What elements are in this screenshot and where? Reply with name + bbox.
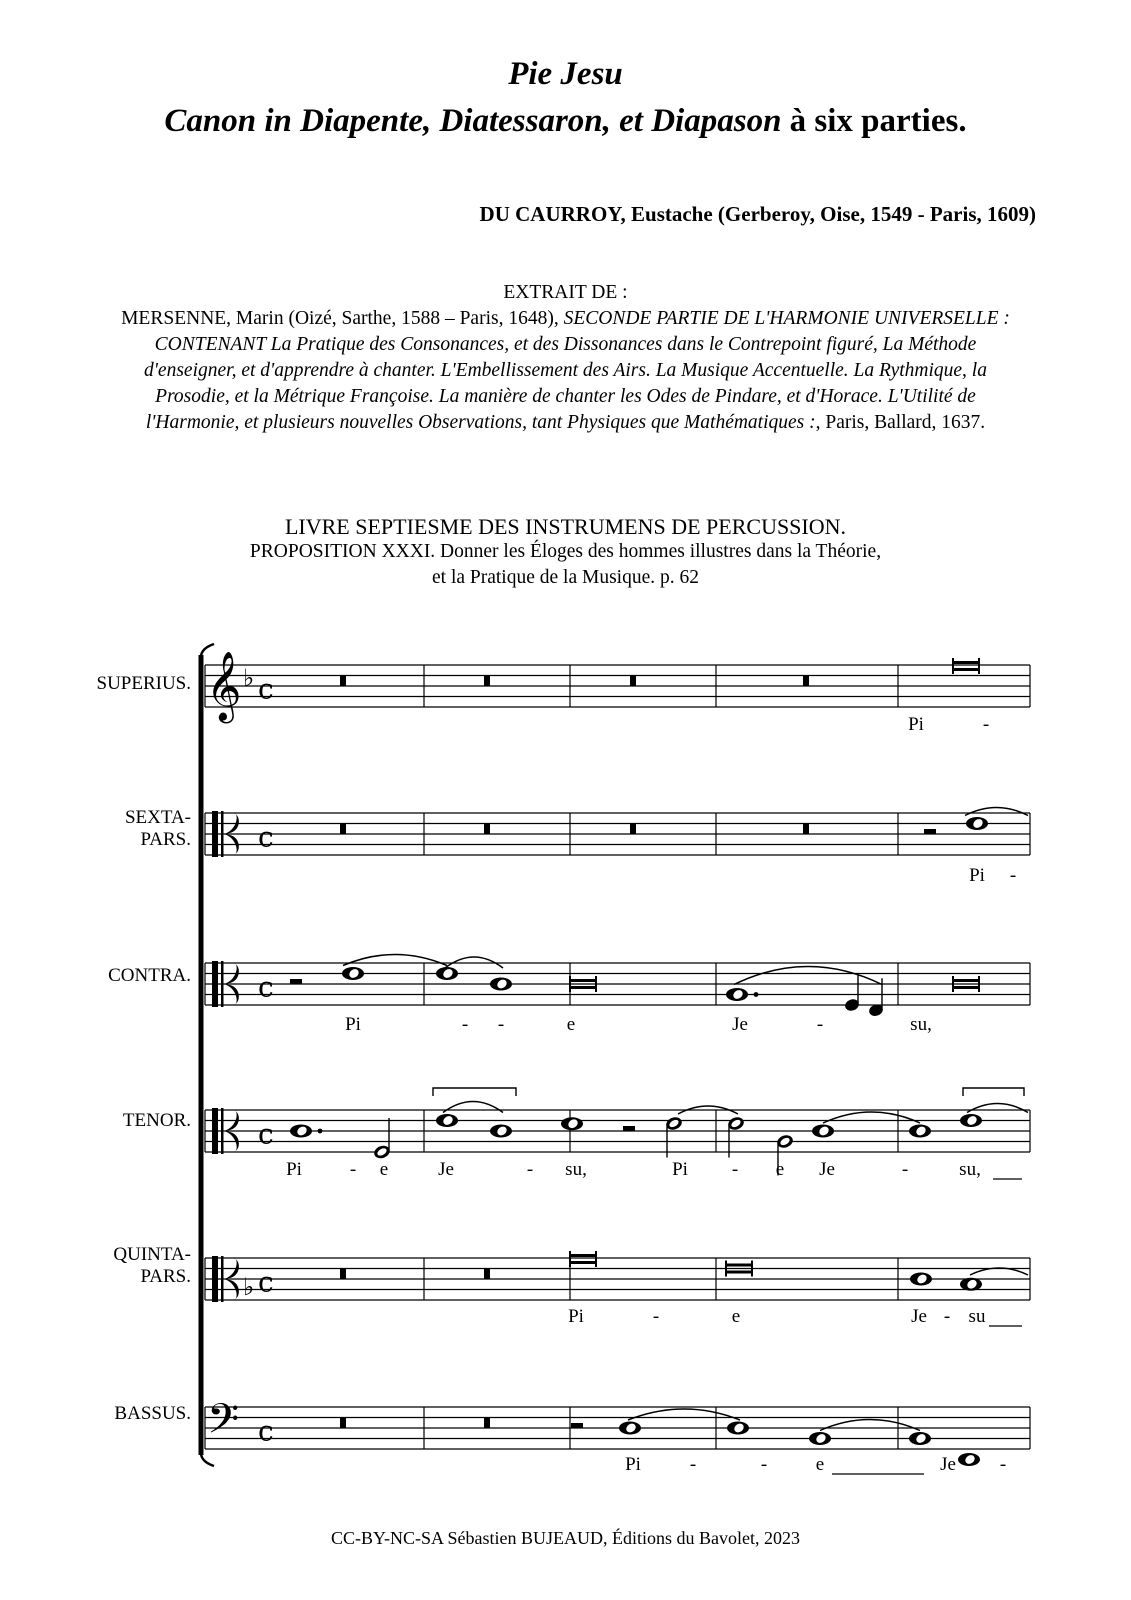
lyric-syllable: - — [999, 1454, 1007, 1475]
half-note — [664, 1115, 683, 1157]
rest-icon — [630, 676, 636, 687]
rest-icon — [484, 1269, 490, 1280]
footer-license: CC-BY-NC-SA Sébastien BUJEAUD, Éditions du Bavolet, 2023 — [330, 1528, 800, 1548]
source-work-title: SECONDE PARTIE DE L'HARMONIE UNIVERSELLE : CONTENANT La Pratique des Consonances, et des Dissonances dans le Contrepoint figuré, La Méthode d'enseigner, et d'apprendre à chanter. L'Embellissement des Airs. La Musique Accentuelle. La Rythmique, la Prosodie, et la Métrique Françoise. La manière de chanter les Odes de Pindare, et d'Horace. L'Utilité de l'Harmonie, et plusieurs nouvelles Observations, tant Physiques que Mathématiques : — [144, 308, 1010, 433]
source-imprint: , Paris, Ballard, 1637. — [815, 412, 986, 433]
bass-clef-icon: 𝄢 — [207, 1395, 240, 1453]
common-time-icon: c — [258, 1265, 274, 1299]
whole-note — [490, 978, 512, 991]
common-time-icon: c — [258, 1117, 274, 1151]
flat-icon: ♭ — [243, 664, 255, 692]
whole-note — [966, 817, 988, 830]
source-heading: EXTRAIT DE : — [503, 282, 628, 303]
lyric-syllable: Pi — [345, 1014, 361, 1035]
whole-note — [812, 1125, 834, 1138]
lyric-syllable: su, — [565, 1159, 587, 1180]
lyric-syllable: Je — [940, 1454, 956, 1475]
clefs — [206, 651, 274, 1453]
bracket-bottom-hook — [201, 1454, 214, 1466]
common-time-icon: c — [258, 1414, 274, 1448]
whole-note — [960, 1114, 982, 1127]
slur — [820, 1420, 920, 1431]
lyric-syllable: - — [349, 1159, 357, 1180]
ligature-bracket — [433, 1088, 516, 1096]
lyric-syllable: - — [461, 1014, 469, 1035]
lyric-syllable: - — [943, 1306, 951, 1327]
lyric-syllable: - — [901, 1159, 909, 1180]
livre-heading: LIVRE SEPTIESME DES INSTRUMENS DE PERCUSSION. — [284, 514, 847, 539]
lyric-syllable: e — [566, 1014, 576, 1035]
treble-clef-icon: 𝄞 — [206, 651, 242, 721]
breve-note — [953, 658, 979, 674]
lyric-syllable: e — [775, 1159, 785, 1180]
proposition-line-2: et la Pratique de la Musique. p. 62 — [432, 567, 699, 588]
lyric-syllable: - — [760, 1454, 768, 1475]
lyric-syllable: Pi — [672, 1159, 688, 1180]
voice-label-tenor: TENOR. — [122, 1110, 191, 1131]
quarter-note — [844, 973, 861, 1013]
slur — [443, 1102, 503, 1113]
lyrics — [286, 714, 1022, 1475]
lyric-syllable: - — [689, 1454, 697, 1475]
rest-icon — [630, 824, 636, 835]
lyric-syllable: e — [731, 1306, 741, 1327]
half-rest-icon — [623, 1126, 635, 1131]
rest-icon — [484, 1418, 490, 1429]
whole-note — [727, 1422, 749, 1435]
rest-icon — [484, 676, 490, 687]
whole-note — [958, 1453, 980, 1466]
whole-note — [809, 1432, 831, 1445]
rest-icon — [803, 824, 809, 835]
lyric-syllable: su — [968, 1306, 986, 1327]
rest-icon — [484, 824, 490, 835]
lyric-syllable: e — [815, 1454, 825, 1475]
slur — [734, 967, 882, 985]
lyric-syllable: su, — [959, 1159, 981, 1180]
rest-icon — [340, 1418, 346, 1429]
title-line-1: Pie Jesu — [508, 56, 623, 92]
voice-label-sextapars: SEXTA- PARS. — [124, 807, 191, 850]
voice-label-bassus: BASSUS. — [114, 1403, 191, 1424]
title-parts-text: à six parties. — [781, 103, 967, 139]
slur — [965, 808, 1028, 816]
slur — [823, 1112, 920, 1123]
rest-icon — [340, 676, 346, 687]
whole-note — [561, 1117, 583, 1130]
whole-note — [290, 1125, 312, 1138]
whole-note — [960, 1278, 982, 1291]
rest-icon — [340, 824, 346, 835]
lyric-syllable: Pi — [908, 714, 924, 735]
lyric-syllable: - — [731, 1159, 739, 1180]
lyric-syllable: - — [652, 1306, 660, 1327]
whole-note — [436, 1114, 458, 1127]
system-bracket — [201, 644, 214, 1466]
whole-note — [909, 1125, 931, 1138]
slur — [343, 955, 447, 966]
whole-note — [909, 1432, 931, 1445]
lyric-syllable: Je — [819, 1159, 835, 1180]
lyric-syllable: Pi — [286, 1159, 302, 1180]
whole-note — [436, 967, 458, 980]
voice-label-quintapars: QUINTA- PARS. — [113, 1244, 191, 1287]
composer: DU CAURROY, Eustache (Gerberoy, Oise, 1549 - Paris, 1609) — [479, 202, 1036, 226]
staff-lines — [205, 665, 1030, 1449]
half-rest-icon — [571, 1423, 583, 1428]
lyric-syllable: su, — [910, 1014, 932, 1035]
breve-note — [570, 1251, 596, 1267]
flat-icon: ♭ — [243, 1272, 255, 1301]
dot — [754, 992, 759, 997]
lyric-syllable: Je — [732, 1014, 748, 1035]
half-note — [372, 1118, 391, 1160]
slur — [628, 1409, 740, 1420]
lyric-syllable: Pi — [625, 1454, 641, 1475]
half-rest-icon — [290, 979, 302, 984]
common-time-icon: c — [258, 820, 274, 854]
whole-note — [342, 967, 364, 980]
common-time-icon: c — [258, 970, 274, 1004]
voice-label-superius: SUPERIUS. — [96, 673, 191, 694]
lyric-syllable: - — [497, 1014, 505, 1035]
lyric-syllable: Je — [438, 1159, 454, 1180]
lyric-syllable: Je — [911, 1306, 927, 1327]
whole-note — [619, 1422, 641, 1435]
slur — [967, 1104, 1028, 1113]
common-time-icon: c — [258, 672, 274, 706]
whole-note — [726, 988, 748, 1001]
notes — [290, 658, 1028, 1466]
half-rest-icon — [924, 829, 936, 834]
lyric-syllable: - — [1009, 865, 1017, 886]
lyric-syllable: - — [816, 1014, 824, 1035]
voice-label-contra: CONTRA. — [108, 965, 191, 986]
lyric-syllable: Pi — [568, 1306, 584, 1327]
lyric-syllable: - — [526, 1159, 534, 1180]
rest-icon — [803, 676, 809, 687]
rest-icon — [340, 1269, 346, 1280]
half-note — [726, 1115, 745, 1157]
source-author: MERSENNE, Marin (Oizé, Sarthe, 1588 – Paris, 1648), — [121, 308, 564, 329]
title-canon-text: Canon in Diapente, Diatessaron, et Diapason — [164, 103, 782, 139]
dot — [318, 1129, 323, 1134]
whole-note — [910, 1273, 932, 1286]
lyric-syllable: - — [982, 714, 990, 735]
lyric-syllable: e — [379, 1159, 389, 1180]
lyric-syllable: Pi — [969, 865, 985, 886]
ligature-bracket — [963, 1088, 1024, 1096]
whole-note — [490, 1125, 512, 1138]
proposition-line-1: PROPOSITION XXXI. Donner les Éloges des hommes illustres dans la Théorie, — [249, 541, 882, 562]
